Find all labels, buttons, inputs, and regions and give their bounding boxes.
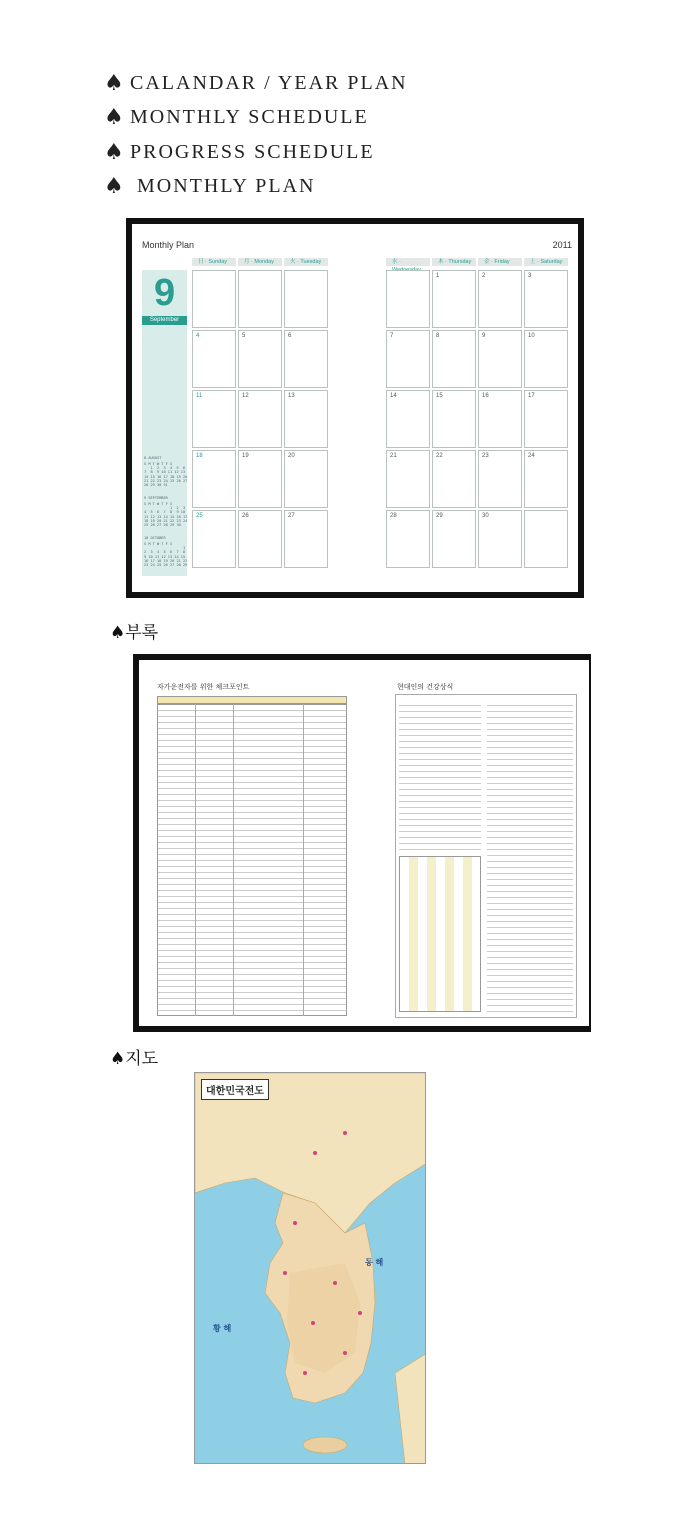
appendix-heading: ♠부록	[110, 623, 159, 643]
day-number: 6	[288, 333, 292, 339]
appendix-left-page	[143, 660, 361, 1026]
day-number: 21	[390, 453, 397, 459]
month-number: 9	[154, 272, 176, 314]
feature-item	[104, 135, 408, 170]
day-number: 2	[482, 273, 486, 279]
day-cell	[478, 450, 522, 508]
day-cell	[524, 450, 568, 508]
day-number: 24	[528, 453, 535, 459]
day-number: 19	[242, 453, 249, 459]
day-number: 29	[436, 513, 443, 519]
planner-left-page	[138, 224, 332, 592]
day-cell	[524, 390, 568, 448]
day-header: 月 · Monday	[238, 258, 282, 266]
day-cell	[284, 390, 328, 448]
mini-calendar: S M T W T F S 1 2 3 4 5 6 7 8 9 10 11 12 13 14 15 16 17 18 19 20 21 22 23 24 25 26 27 28 29 30 31	[144, 462, 188, 488]
day-number: 22	[436, 453, 443, 459]
day-number: 15	[436, 393, 443, 399]
table-header	[157, 696, 347, 704]
day-number: 14	[390, 393, 397, 399]
day-cell	[238, 450, 282, 508]
day-number: 1	[436, 273, 440, 279]
day-cell	[238, 270, 282, 328]
day-cell	[192, 390, 236, 448]
day-cell	[386, 510, 430, 568]
day-number: 12	[242, 393, 249, 399]
map-graphic	[195, 1073, 426, 1464]
day-cell	[238, 390, 282, 448]
feature-item	[104, 66, 408, 101]
day-cell	[478, 270, 522, 328]
day-cell	[386, 390, 430, 448]
day-header: 水 ·	[386, 258, 430, 266]
mini-calendar-label: 8 AUGUST	[144, 456, 162, 460]
appendix-right-title: 현대인의 건강상식	[397, 683, 454, 691]
health-table	[399, 856, 481, 1012]
day-header: 火 · Tuesday	[284, 258, 328, 266]
day-number: 11	[196, 393, 203, 399]
spade-icon: ♠	[104, 70, 126, 96]
day-number: 10	[528, 333, 535, 339]
map-title: 대한민국전도	[201, 1079, 269, 1100]
spade-icon: ♠	[110, 623, 126, 643]
day-header: 日 · Sunday	[192, 258, 236, 266]
spade-icon: ♠	[104, 139, 126, 165]
mini-calendar-label: 9 SEPTEMBER	[144, 496, 168, 500]
day-cell	[478, 510, 522, 568]
day-number: 27	[288, 513, 295, 519]
map-heading: ♠지도	[110, 1049, 159, 1069]
day-cell	[238, 510, 282, 568]
day-cell	[432, 450, 476, 508]
day-number: 8	[436, 333, 440, 339]
day-number: 25	[196, 513, 203, 519]
day-cell	[478, 330, 522, 388]
day-number: 20	[288, 453, 295, 459]
feature-label: MONTHLY SCHEDULE	[130, 106, 369, 129]
day-cell	[386, 330, 430, 388]
day-cell	[524, 270, 568, 328]
spade-icon: ♠	[104, 174, 126, 200]
day-cell	[284, 510, 328, 568]
monthly-plan-image	[126, 218, 584, 598]
spade-icon: ♠	[110, 1049, 126, 1069]
day-cell	[284, 270, 328, 328]
feature-label: MONTHLY PLAN	[130, 175, 316, 198]
spade-icon: ♠	[104, 105, 126, 131]
day-cell	[478, 390, 522, 448]
day-number: 7	[390, 333, 394, 339]
mini-calendar-label: 10 OCTOBER	[144, 536, 166, 540]
day-number: 30	[482, 513, 489, 519]
feature-list	[104, 66, 408, 204]
day-number: 17	[528, 393, 535, 399]
checkpoint-table	[157, 704, 347, 1016]
appendix-image	[133, 654, 591, 1032]
day-cell	[284, 450, 328, 508]
planner-year: 2011	[552, 240, 572, 250]
day-cell	[432, 330, 476, 388]
appendix-right-page	[383, 660, 589, 1026]
day-cell	[524, 510, 568, 568]
day-number: 26	[242, 513, 249, 519]
map-west-sea-label: 황 해	[213, 1324, 232, 1333]
planner-title: Monthly Plan	[142, 240, 195, 250]
day-number: 16	[482, 393, 489, 399]
korea-map	[194, 1072, 426, 1464]
feature-label: CALANDAR / YEAR PLAN	[130, 71, 408, 94]
feature-item	[104, 101, 408, 136]
day-cell	[524, 330, 568, 388]
day-number: 23	[482, 453, 489, 459]
mini-calendar: S M T W T F S 1 2 3 4 5 6 7 8 9 10 11 12 13 14 15 16 17 18 19 20 21 22 23 24 25 26 27 28 29 30	[144, 502, 188, 528]
day-cell	[432, 390, 476, 448]
planner-right-page	[384, 224, 578, 592]
month-name: September	[142, 316, 187, 325]
day-number: 18	[196, 453, 203, 459]
day-header: 木 · Thursday	[432, 258, 476, 266]
map-east-sea-label: 동 해	[365, 1258, 384, 1267]
day-cell	[192, 330, 236, 388]
day-cell	[192, 270, 236, 328]
day-cell	[192, 510, 236, 568]
day-header: 金 · Friday	[478, 258, 522, 266]
day-number: 3	[528, 273, 532, 279]
day-cell	[432, 510, 476, 568]
day-number: 28	[390, 513, 397, 519]
feature-item	[104, 170, 408, 205]
day-cell	[386, 450, 430, 508]
day-header: 土 · Saturday	[524, 258, 568, 266]
day-number: 9	[482, 333, 486, 339]
day-cell	[238, 330, 282, 388]
day-cell	[192, 450, 236, 508]
feature-label: PROGRESS SCHEDULE	[130, 140, 375, 163]
day-cell	[432, 270, 476, 328]
day-cell	[284, 330, 328, 388]
day-number: 5	[242, 333, 246, 339]
day-number: 13	[288, 393, 295, 399]
day-number: 4	[196, 333, 200, 339]
appendix-left-title: 자가운전자를 위한 체크포인트	[157, 683, 250, 691]
mini-calendar: S M T W T F S 1 2 3 4 5 6 7 8 9 10 11 12 13 14 15 16 17 18 19 20 21 22 23 24 25 26 27 28 29	[144, 542, 188, 568]
day-cell	[386, 270, 430, 328]
